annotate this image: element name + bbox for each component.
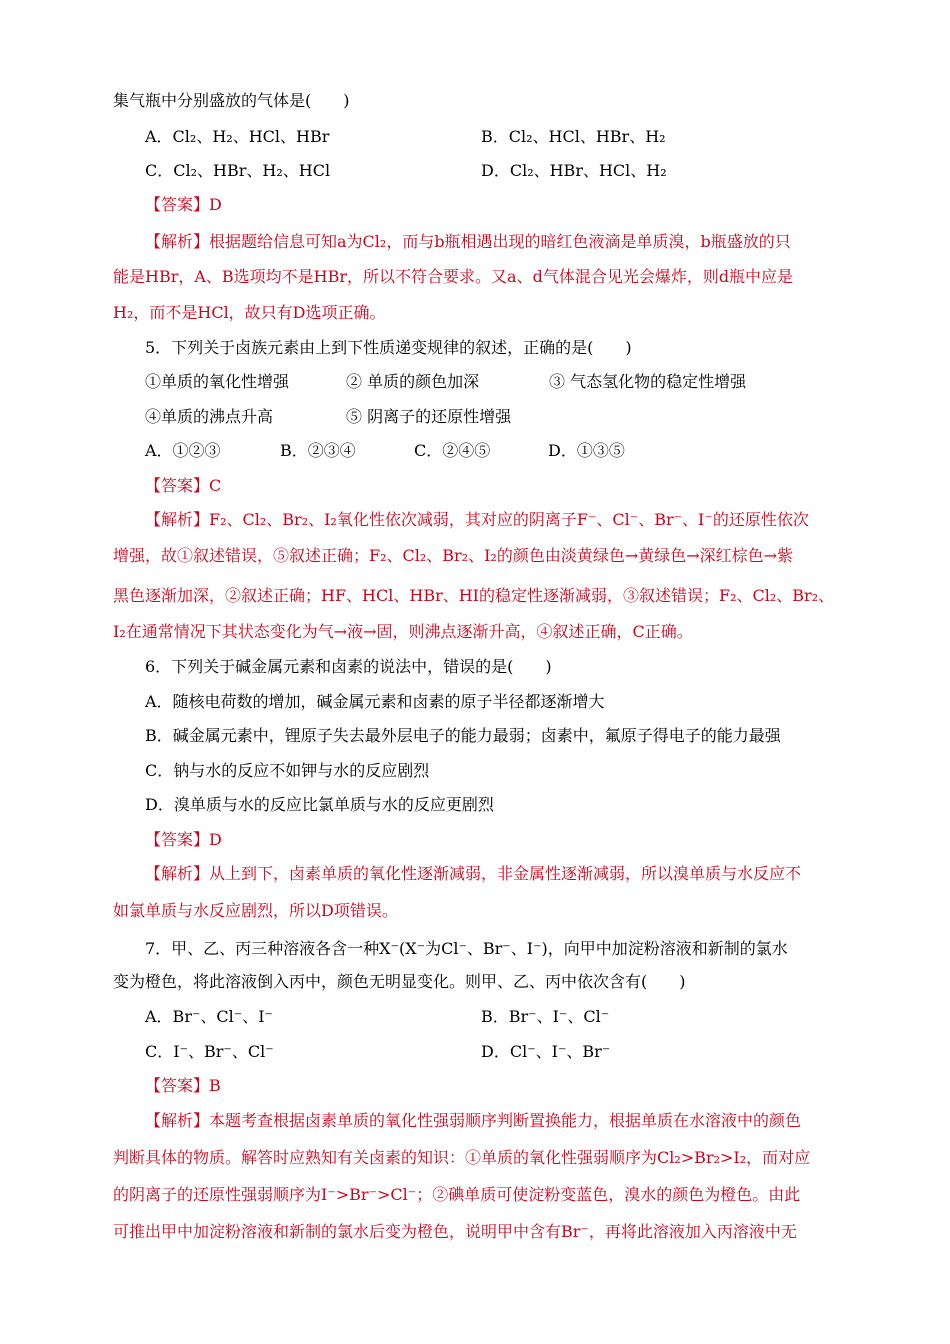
q5-item-4: ④单质的沸点升高	[145, 407, 274, 426]
q4-analysis-line-2: 能是HBr，A、B选项均不是HBr，所以不符合要求。又a、d气体混合见光会爆炸，则d瓶中应是	[113, 267, 794, 286]
q6-option-d: D．溴单质与水的反应比氯单质与水的反应更剧烈	[145, 795, 494, 814]
q6-option-c: C．钠与水的反应不如钾与水的反应剧烈	[145, 761, 430, 780]
q4-option-c: C．Cl₂、HBr、H₂、HCl	[145, 161, 331, 180]
q7-analysis-line-2: 判断具体的物质。解答时应熟知有关卤素的知识：①单质的氧化性强弱顺序为Cl₂>Br₂>I₂，而对应	[113, 1148, 811, 1167]
q5-answer: 【答案】C	[145, 476, 222, 495]
q5-item-3: ③ 气态氢化物的稳定性增强	[549, 372, 747, 391]
q7-analysis-line-4: 可推出甲中加淀粉溶液和新制的氯水后变为橙色，说明甲中含有Br⁻，再将此溶液加入丙溶液中无	[113, 1222, 797, 1241]
q4-analysis-line-1: 【解析】根据题给信息可知a为Cl₂，而与b瓶相遇出现的暗红色液滴是单质溴，b瓶盛放的只	[145, 232, 791, 251]
q5-stem: 5．下列关于卤族元素由上到下性质递变规律的叙述，正确的是( )	[145, 338, 632, 357]
q4-option-a: A．Cl₂、H₂、HCl、HBr	[145, 127, 330, 146]
q6-option-b: B．碱金属元素中，锂原子失去最外层电子的能力最弱；卤素中，氟原子得电子的能力最强	[145, 726, 781, 745]
q4-analysis-line-3: H₂，而不是HCl，故只有D选项正确。	[113, 303, 386, 322]
q6-option-a: A．随核电荷数的增加，碱金属元素和卤素的原子半径都逐渐增大	[145, 692, 605, 711]
q5-item-1: ①单质的氧化性增强	[145, 372, 290, 391]
q6-stem: 6．下列关于碱金属元素和卤素的说法中，错误的是( )	[145, 657, 552, 676]
q5-item-2: ② 单质的颜色加深	[346, 372, 480, 391]
q4-answer: 【答案】D	[145, 195, 222, 214]
q7-analysis-line-3: 的阴离子的还原性强弱顺序为I⁻>Br⁻>Cl⁻；②碘单质可使淀粉变蓝色，溴水的颜色为橙色。由此	[113, 1185, 801, 1204]
q4-option-b: B．Cl₂、HCl、HBr、H₂	[481, 127, 666, 146]
q5-option-b: B．②③④	[280, 441, 356, 460]
q5-analysis-line-4: I₂在通常情况下其状态变化为气→液→固，则沸点逐渐升高，④叙述正确，C正确。	[113, 622, 693, 641]
q7-option-d: D．Cl⁻、I⁻、Br⁻	[481, 1042, 611, 1061]
q5-option-c: C．②④⑤	[414, 441, 491, 460]
q7-stem-line-2: 变为橙色，将此溶液倒入丙中，颜色无明显变化。则甲、乙、丙中依次含有( )	[113, 972, 686, 991]
q5-item-5: ⑤ 阴离子的还原性增强	[346, 407, 512, 426]
q5-analysis-line-3: 黑色逐渐加深，②叙述正确；HF、HCl、HBr、HI的稳定性逐渐减弱，③叙述错误；F₂、Cl₂、Br₂、	[113, 586, 835, 605]
q7-stem-line-1: 7．甲、乙、丙三种溶液各含一种X⁻(X⁻为Cl⁻、Br⁻、I⁻)，向甲中加淀粉溶液和新制的氯水	[145, 939, 788, 958]
q6-analysis-line-1: 【解析】从上到下，卤素单质的氧化性逐渐减弱，非金属性逐渐减弱，所以溴单质与水反应不	[145, 864, 802, 883]
q7-option-c: C．I⁻、Br⁻、Cl⁻	[145, 1042, 274, 1061]
q5-analysis-line-1: 【解析】F₂、Cl₂、Br₂、I₂氧化性依次减弱，其对应的阴离子F⁻、Cl⁻、Br⁻、I⁻的还原性依次	[145, 510, 809, 529]
q6-analysis-line-2: 如氯单质与水反应剧烈，所以D项错误。	[113, 901, 398, 920]
q7-answer: 【答案】B	[145, 1076, 221, 1095]
q5-option-d: D．①③⑤	[548, 441, 625, 460]
q4-option-d: D．Cl₂、HBr、HCl、H₂	[481, 161, 667, 180]
q6-answer: 【答案】D	[145, 830, 222, 849]
q7-option-a: A．Br⁻、Cl⁻、I⁻	[145, 1007, 273, 1026]
q7-analysis-line-1: 【解析】本题考查根据卤素单质的氧化性强弱顺序判断置换能力，根据单质在水溶液中的颜色	[145, 1111, 802, 1130]
q5-option-a: A．①②③	[145, 441, 221, 460]
q4-stem: 集气瓶中分别盛放的气体是( )	[113, 91, 350, 110]
q7-option-b: B．Br⁻、I⁻、Cl⁻	[481, 1007, 610, 1026]
q5-analysis-line-2: 增强，故①叙述错误，⑤叙述正确；F₂、Cl₂、Br₂、I₂的颜色由淡黄绿色→黄绿色→深红棕色→紫	[113, 546, 794, 565]
